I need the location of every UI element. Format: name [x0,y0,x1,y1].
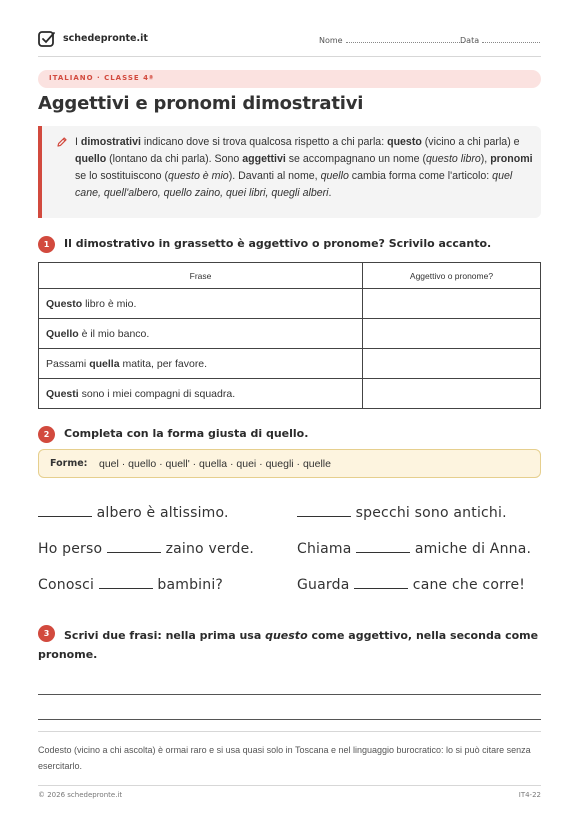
forms-label: Forme: [50,458,88,469]
intro-text: I dimostrativi indicano dove si trova qualcosa rispetto a chi parla: questo (vicino a chi parla) e quello (lontano da chi parla). Sono aggettivi se accompagnano un nome (questo libro), pronomi se lo sostituiscono (questo è mio). Davanti al nome, quello cambia forma come l'articolo: quel cane, quell'albero, quello zaino, quei libri, quegli alberi. [75,136,533,199]
date-line [482,35,540,43]
question-1-text: Il dimostrativo in grassetto è aggettivo o pronome? Scrivilo accanto. [64,237,492,250]
exercise-table [38,262,541,409]
blank-line[interactable] [38,503,92,517]
copyright: © 2026 schedepronte.it [38,791,123,799]
blank-line[interactable] [356,539,410,553]
checkbox-logo-icon [38,30,56,48]
answer-cell[interactable] [363,319,541,349]
answer-cell[interactable] [363,289,541,319]
name-field[interactable] [319,35,464,45]
fill-in-sentence: albero è altissimo. [38,503,229,521]
fill-in-sentence: Chiama amiche di Anna. [297,541,532,557]
sheet-code: IT4-22 [518,791,541,799]
question-2-number: 2 [38,426,55,443]
fill-in-sentence: Guarda cane che corre! [297,577,526,593]
table-row [39,379,541,409]
blank-line[interactable] [107,539,161,553]
table-row [39,319,541,349]
answer-cell[interactable] [363,349,541,379]
date-field[interactable] [460,35,540,45]
table-row [39,289,541,319]
sentence-cell: Passami quella matita, per favore. [39,349,363,379]
column-header-answer: Aggettivo o pronome? [363,263,541,289]
intro-box [38,126,541,218]
pencil-icon [56,136,68,148]
answer-line-2[interactable] [38,719,541,720]
page-header [38,29,541,57]
name-label: Nome [319,36,343,45]
answer-line-1[interactable] [38,694,541,695]
fill-in-sentence: specchi sono antichi. [297,503,507,521]
blank-line[interactable] [354,575,408,589]
fill-in-sentence: Conosci bambini? [38,577,224,593]
sentence-cell: Questo libro è mio. [39,289,363,319]
forms-box [38,449,541,478]
column-header-frase: Frase [39,263,363,289]
name-line [346,35,464,43]
forms-list: quel · quello · quell' · quella · quei · quegli · quelle [99,458,331,470]
blank-line[interactable] [99,575,153,589]
page-footer [38,785,541,799]
table-row [39,349,541,379]
answer-cell[interactable] [363,379,541,409]
sentence-cell: Questi sono i miei compagni di squadra. [39,379,363,409]
sentence-cell: Quello è il mio banco. [39,319,363,349]
subject-label: ITALIANO · CLASSE 4ª [49,74,154,82]
question-3-text: Scrivi due frasi: nella prima usa questo come aggettivo, nella seconda come pronome. [38,629,539,661]
footnote: Codesto (vicino a chi ascolta) è ormai raro e si usa quasi solo in Toscana e nel linguaggio burocratico: lo si può citare senza esercitarlo. [38,731,541,774]
brand-name: schedepronte.it [63,33,148,44]
question-3-number: 3 [38,625,55,642]
fill-in-sentence: Ho perso zaino verde. [38,541,255,557]
question-1-number: 1 [38,236,55,253]
page-title: Aggettivi e pronomi dimostrativi [38,93,364,114]
subject-pill [38,70,541,88]
blank-line[interactable] [297,503,351,517]
date-label: Data [460,36,480,45]
question-2-text: Completa con la forma giusta di quello. [64,427,309,440]
